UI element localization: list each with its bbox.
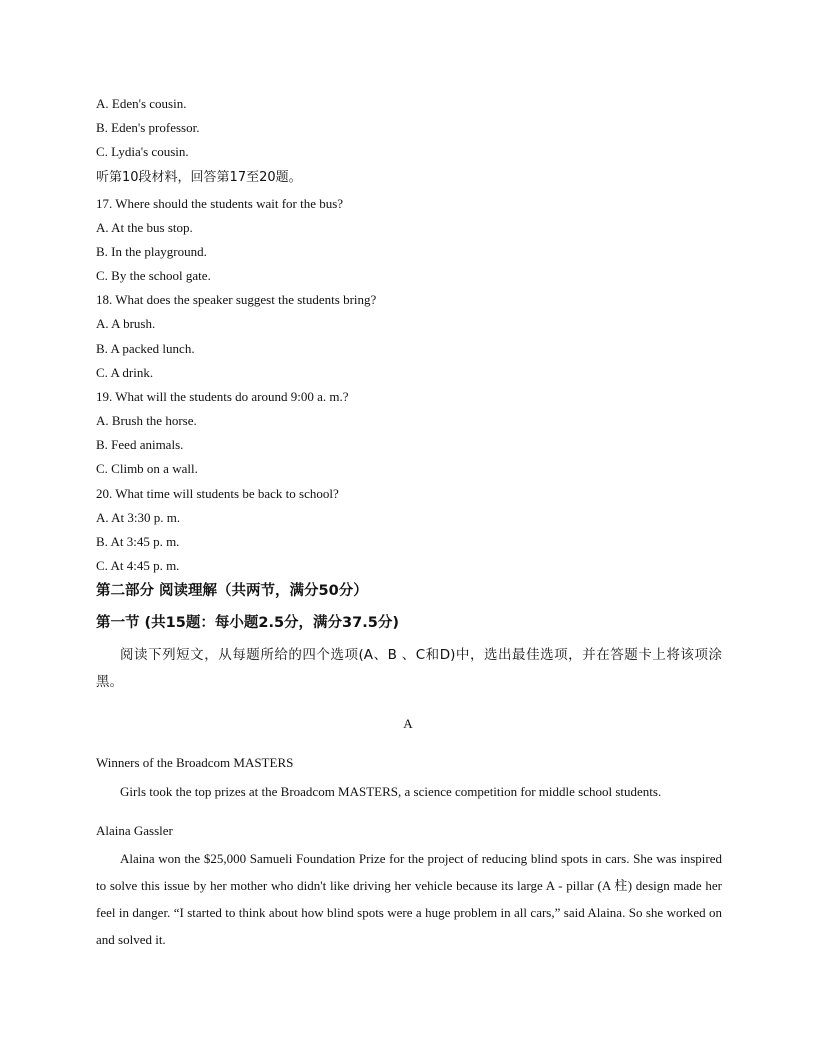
question-18: 18. What does the speaker suggest the students bring?	[96, 292, 377, 307]
option-line: C. Climb on a wall.	[96, 461, 198, 476]
winner-name: Alaina Gassler	[96, 823, 173, 838]
option-line: C. A drink.	[96, 365, 154, 380]
option-line: A. A brush.	[96, 316, 156, 331]
passage-letter: A	[403, 716, 413, 731]
option-line: C. Lydia's cousin.	[96, 144, 189, 159]
winner-paragraph: Alaina won the $25,000 Samueli Foundation Prize for the project of reducing blind spots in cars. She was inspired to solve this issue by her mother who didn't like driving her vehicle because its large A - pillar (A 柱) design made her feel in danger. “I started to think about how blind spots were a huge problem in all cars,” said Alaina. So she worked on and solved it.	[96, 851, 722, 947]
option-line: B. Feed animals.	[96, 437, 184, 452]
part-title: 第二部分 阅读理解（共两节，满分50分）	[96, 583, 368, 599]
option-line: A. Eden's cousin.	[96, 96, 187, 111]
option-line: A. At the bus stop.	[96, 220, 193, 235]
passage-intro: Girls took the top prizes at the Broadcom MASTERS, a science competition for middle school students.	[120, 784, 662, 799]
question-20: 20. What time will students be back to school?	[96, 486, 339, 501]
option-line: C. By the school gate.	[96, 268, 211, 283]
option-line: B. At 3:45 p. m.	[96, 534, 180, 549]
listening-instruction: 听第10段材料，回答第17至20题。	[96, 170, 302, 185]
option-line: B. Eden's professor.	[96, 120, 200, 135]
option-line: B. In the playground.	[96, 244, 207, 259]
question-19: 19. What will the students do around 9:00 a. m.?	[96, 389, 349, 404]
passage-title: Winners of the Broadcom MASTERS	[96, 755, 294, 770]
option-line: A. Brush the horse.	[96, 413, 197, 428]
question-17: 17. Where should the students wait for the bus?	[96, 196, 344, 211]
option-line: A. At 3:30 p. m.	[96, 510, 181, 525]
option-line: C. At 4:45 p. m.	[96, 558, 180, 573]
subsection-title: 第一节 (共15题：每小题2.5分，满分37.5分)	[96, 615, 399, 631]
option-line: B. A packed lunch.	[96, 341, 195, 356]
reading-instruction: 阅读下列短文，从每题所给的四个选项(A、B 、C和D)中，选出最佳选项，并在答题卡上将该项涂黑。	[96, 647, 722, 690]
